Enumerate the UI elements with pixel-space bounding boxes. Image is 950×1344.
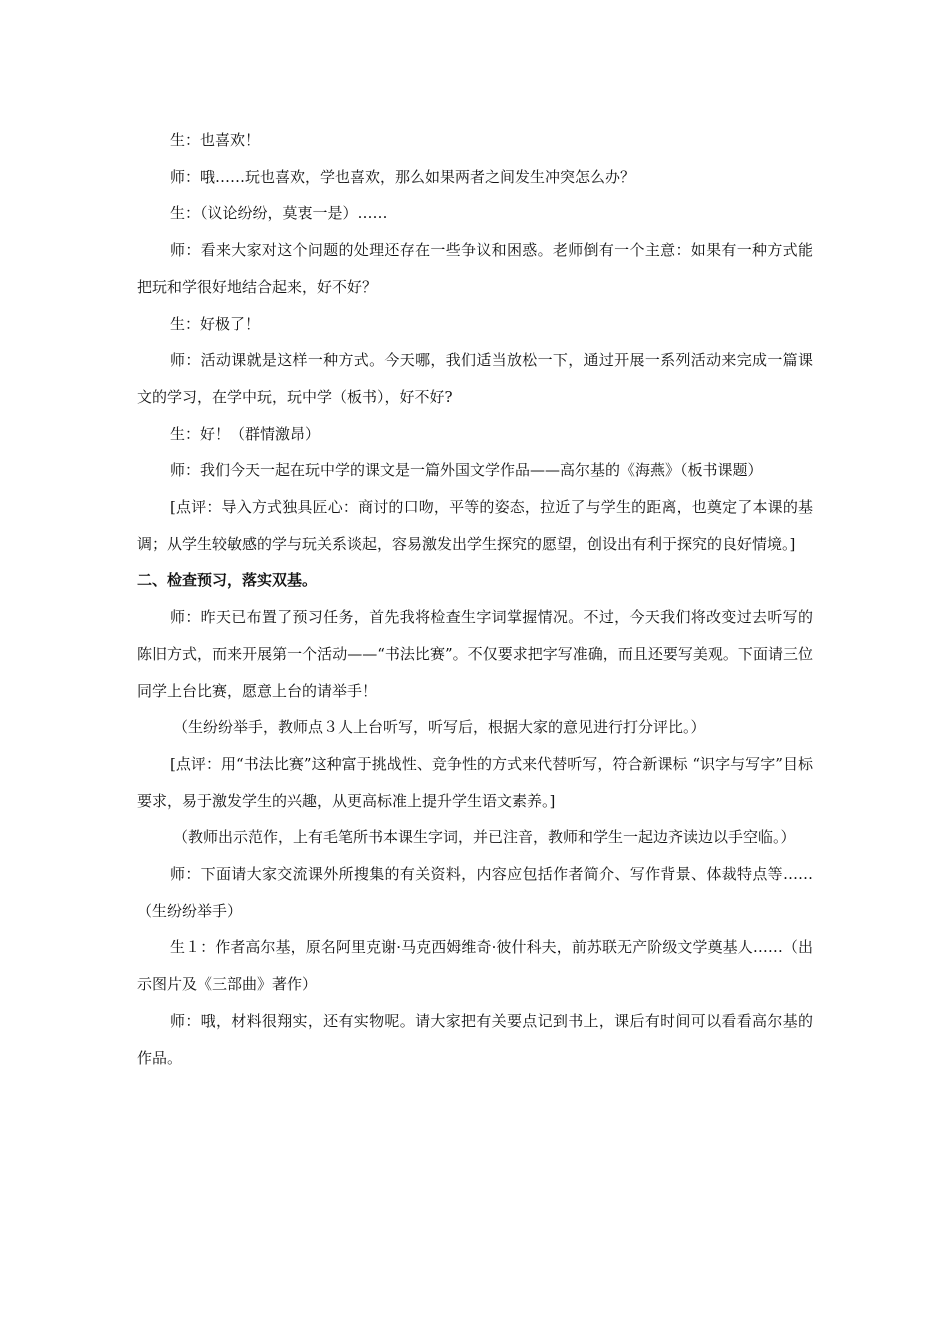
paragraph-stage-direction: （教师出示范作，上有毛笔所书本课生字词，并已注音，教师和学生一起边齐读边以手空临。） [173,828,796,847]
paragraph-stage-direction: （生纷纷举手，教师点３人上台听写，听写后，根据大家的意见进行打分评比。） [173,718,706,737]
paragraph-dialogue: 生：（议论纷纷，莫衷一是）…… [170,204,388,223]
paragraph-comment: [点评：用“书法比赛”这种富于挑战性、竞争性的方式来代替听写，符合新课标 “识字与写字”目标要求，易于激发学生的兴趣，从更高标准上提升学生语文素养。] [137,754,813,810]
paragraph-dialogue: 生１：作者高尔基，原名阿里克谢·马克西姆维奇·彼什科夫，前苏联无产阶级文学奠基人……（出示图片及《三部曲》著作） [137,938,813,994]
paragraph-dialogue: 师：哦……玩也喜欢，学也喜欢，那么如果两者之间发生冲突怎么办？ [170,167,636,186]
paragraph-dialogue: 师：下面请大家交流课外所搜集的有关资料，内容应包括作者简介、写作背景、体裁特点等……（生纷纷举手） [137,865,813,920]
paragraph-dialogue: 师：昨天已布置了预习任务，首先我将检查生字词掌握情况。不过，今天我们将改变过去听写的陈旧方式，而来开展第一个活动——“书法比赛”。不仅要求把字写准确，而且还要写美观。下面请三位同学上台比赛，愿意上台的请举手！ [137,608,813,700]
paragraph-dialogue: 生：好！（群情激昂） [170,424,321,443]
document-body [137,122,813,1076]
section-heading: 二、检查预习，落实双基。 [137,571,318,590]
paragraph-comment: [点评：导入方式独具匠心：商讨的口吻，平等的姿态，拉近了与学生的距离，也奠定了本课的基调；从学生较敏感的学与玩关系谈起，容易激发出学生探究的愿望，创设出有利于探究的良好情境。] [137,498,813,553]
paragraph-dialogue: 师：我们今天一起在玩中学的课文是一篇外国文学作品——高尔基的《海燕》（板书课题） [170,461,763,480]
paragraph-dialogue: 生：好极了！ [170,314,261,333]
paragraph-dialogue: 师：看来大家对这个问题的处理还存在一些争议和困惑。老师倒有一个主意：如果有一种方式能把玩和学很好地结合起来，好不好？ [137,241,813,296]
paragraph-dialogue: 师：哦，材料很翔实，还有实物呢。请大家把有关要点记到书上，课后有时间可以看看高尔基的作品。 [137,1011,813,1067]
paragraph-dialogue: 师：活动课就是这样一种方式。今天哪，我们适当放松一下，通过开展一系列活动来完成一篇课文的学习，在学中玩，玩中学（板书），好不好? [137,351,813,406]
paragraph-dialogue: 生：也喜欢！ [170,131,261,149]
